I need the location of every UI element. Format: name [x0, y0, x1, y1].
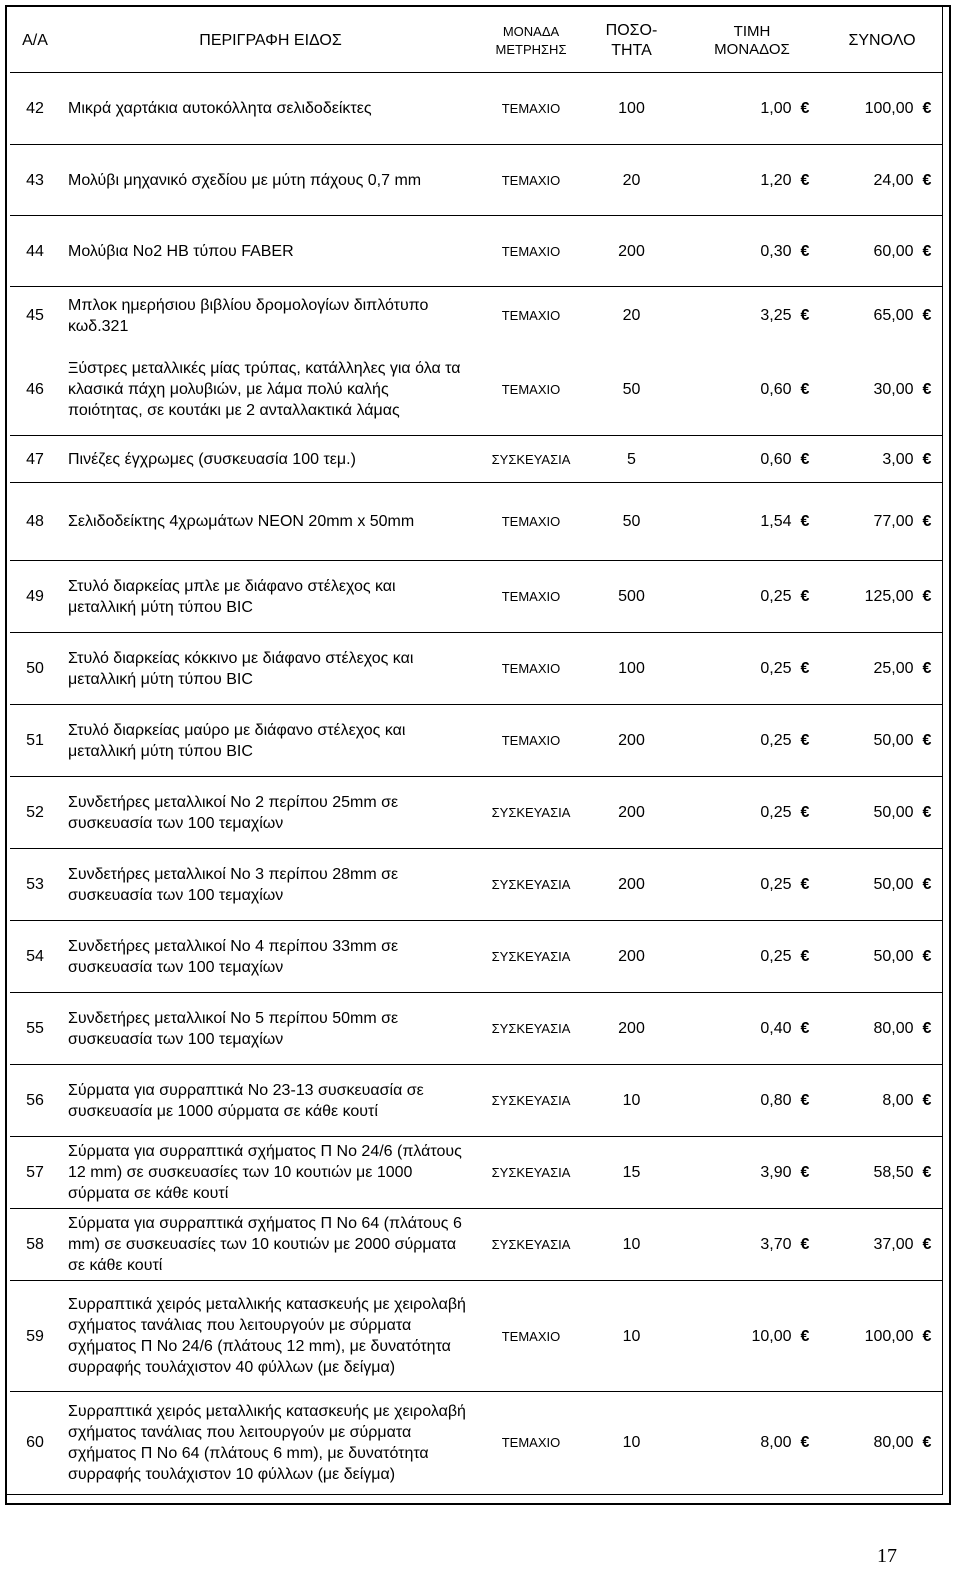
row-unit: ΣΥΣΚΕΥΑΣΙΑ: [481, 436, 581, 483]
euro-sign: €: [800, 660, 810, 677]
row-description: Στυλό διαρκείας μαύρο με διάφανο στέλεχος και μεταλλική μύτη τύπου BIC: [60, 705, 481, 777]
row-unit-price: [682, 1281, 822, 1392]
header-qty-line1: ΠΟΣΟ-: [605, 22, 658, 39]
euro-sign: €: [800, 171, 810, 189]
row-quantity: 10: [581, 1065, 682, 1137]
row-unit-price-value: 0,60: [760, 450, 792, 468]
row-unit-price: [682, 145, 822, 216]
row-description: Σύρματα για συρραπτικά σχήματος Π Νο 24/6 (πλάτους 12 mm) σε συσκευασίες των 10 κουτιών με 1000 σύρματα σε κάθε κουτί: [60, 1137, 481, 1209]
row-total-value: 50,00: [873, 732, 914, 749]
row-number: 43: [10, 145, 60, 216]
euro-sign: €: [922, 660, 932, 677]
row-unit-price: [682, 705, 822, 777]
row-unit-price-value: 0,25: [760, 660, 792, 677]
table-row: [10, 633, 942, 705]
row-unit-price: [682, 1209, 822, 1281]
row-unit-price-value: 1,54: [760, 513, 792, 530]
euro-sign: €: [922, 876, 932, 893]
euro-sign: €: [800, 513, 810, 530]
euro-sign: €: [922, 1020, 932, 1037]
row-unit-price-value: 0,25: [760, 732, 792, 749]
row-unit-price-value: 0,60: [760, 381, 792, 399]
row-unit-price-value: 1,20: [760, 171, 792, 189]
row-quantity: 100: [581, 633, 682, 705]
header-unit-line1: ΜΟΝΑΔΑ: [502, 24, 560, 39]
row-number: 56: [10, 1065, 60, 1137]
row-total-value: 77,00: [873, 513, 914, 530]
row-unit-price-value: 3,25: [760, 307, 792, 325]
row-total-value: 80,00: [873, 1434, 914, 1452]
euro-sign: €: [922, 588, 932, 605]
row-description: Μολύβι μηχανικό σχεδίου με μύτη πάχους 0,7 mm: [60, 145, 481, 216]
table-header: [10, 10, 942, 73]
row-quantity: 200: [581, 705, 682, 777]
header-unit: [481, 10, 581, 73]
row-total-value: 3,00: [882, 450, 914, 468]
table-row: [10, 1065, 942, 1137]
row-unit: ΤΕΜΑΧΙΟ: [481, 1392, 581, 1494]
row-number: 52: [10, 777, 60, 849]
row-unit-price-value: 0,30: [760, 242, 792, 260]
row-description: Συρραπτικά χειρός μεταλλικής κατασκευής με χειρολαβή σχήματος τανάλιας που λειτουργούν με σύρματα σχήματος Π Νο 64 (πλάτους 6 mm), με δυνατότητα συρραφής τουλάχιστον 10 φύλλων (με δείγμα): [60, 1392, 481, 1494]
page-number: 17: [877, 1545, 897, 1567]
euro-sign: €: [800, 242, 810, 260]
row-quantity: 50: [622, 381, 641, 399]
row-unit: ΤΕΜΑΧΙΟ: [481, 145, 581, 216]
row-unit-price: [682, 287, 822, 345]
row-total: [822, 777, 942, 849]
header-unit-line2: ΜΕΤΡΗΣΗΣ: [495, 42, 567, 57]
row-number: 57: [10, 1137, 60, 1209]
row-unit-price: [682, 849, 822, 921]
row-unit-price-value: 1,00: [760, 100, 792, 117]
row-number: 46: [26, 381, 44, 399]
euro-sign: €: [800, 948, 810, 965]
row-total-value: 37,00: [873, 1236, 914, 1253]
euro-sign: €: [922, 1164, 932, 1181]
row-unit-price-value: 0,25: [760, 948, 792, 965]
euro-sign: €: [800, 732, 810, 749]
euro-sign: €: [922, 242, 932, 260]
row-quantity: 5: [581, 436, 682, 483]
row-total: [822, 633, 942, 705]
row-number: 49: [10, 561, 60, 633]
row-total-value: 8,00: [882, 1092, 914, 1109]
row-total: [822, 1281, 942, 1392]
header-price-line1: ΤΙΜΗ: [733, 23, 771, 40]
row-total: [822, 705, 942, 777]
row-description: Συνδετήρες μεταλλικοί Νο 2 περίπου 25mm σε συσκευασία των 100 τεμαχίων: [60, 777, 481, 849]
row-description: Στυλό διαρκείας κόκκινο με διάφανο στέλεχος και μεταλλική μύτη τύπου BIC: [60, 633, 481, 705]
euro-sign: €: [800, 1434, 810, 1452]
euro-sign: €: [922, 307, 932, 325]
euro-sign: €: [800, 307, 810, 325]
euro-sign: €: [922, 804, 932, 821]
row-unit: ΤΕΜΑΧΙΟ: [501, 382, 561, 398]
row-description: Σύρματα για συρραπτικά Νο 23-13 συσκευασία σε συσκευασία με 1000 σύρματα σε κάθε κουτί: [60, 1065, 481, 1137]
row-quantity: 100: [581, 73, 682, 145]
row-unit-price-value: 10,00: [751, 1327, 792, 1345]
euro-sign: €: [922, 100, 932, 117]
table-row: [10, 345, 942, 436]
row-unit-price-value: 0,80: [760, 1092, 792, 1109]
table-row: [10, 145, 942, 216]
row-description: Συνδετήρες μεταλλικοί Νο 4 περίπου 33mm σε συσκευασία των 100 τεμαχίων: [60, 921, 481, 993]
euro-sign: €: [800, 1164, 810, 1181]
row-total: [822, 436, 942, 483]
table-row: [10, 1392, 942, 1494]
row-total: [822, 1209, 942, 1281]
euro-sign: €: [800, 1327, 810, 1345]
euro-sign: €: [922, 1434, 932, 1452]
row-total: [822, 145, 942, 216]
row-unit-price-value: 3,70: [760, 1236, 792, 1253]
row-description: Πινέζες έγχρωμες (συσκευασία 100 τεμ.): [60, 436, 481, 483]
table-row: [10, 73, 942, 145]
row-description: Μπλοκ ημερήσιου βιβλίου δρομολογίων διπλότυπο κωδ.321: [60, 287, 481, 345]
row-unit-price: [682, 1065, 822, 1137]
euro-sign: €: [922, 1092, 932, 1109]
row-unit-price-value: 0,25: [760, 588, 792, 605]
row-description: Στυλό διαρκείας μπλε με διάφανο στέλεχος και μεταλλική μύτη τύπου BIC: [60, 561, 481, 633]
row-quantity: 200: [581, 777, 682, 849]
table-row: [10, 1137, 942, 1209]
row-total-value: 100,00: [864, 100, 914, 117]
euro-sign: €: [922, 732, 932, 749]
row-quantity: 500: [581, 561, 682, 633]
row-total: [822, 73, 942, 145]
row-number: 53: [10, 849, 60, 921]
row-total-value: 24,00: [873, 171, 914, 189]
row-total-value: 50,00: [873, 804, 914, 821]
row-number: 48: [10, 483, 60, 561]
row-unit: ΣΥΣΚΕΥΑΣΙΑ: [481, 849, 581, 921]
row-total-value: 65,00: [873, 307, 914, 325]
row-number: 42: [10, 73, 60, 145]
row-unit: ΣΥΣΚΕΥΑΣΙΑ: [481, 993, 581, 1065]
row-quantity: 10: [581, 1392, 682, 1494]
euro-sign: €: [922, 948, 932, 965]
row-total: [822, 216, 942, 287]
row-quantity: 200: [581, 849, 682, 921]
row-total: [822, 1065, 942, 1137]
row-unit-price: [682, 73, 822, 145]
euro-sign: €: [922, 1327, 932, 1345]
row-unit-price: [682, 216, 822, 287]
table-row: [10, 1209, 942, 1281]
row-total-value: 30,00: [873, 381, 914, 399]
table-row: [10, 287, 942, 345]
table-row: [10, 1281, 942, 1392]
header-qty-line2: ΤΗΤΑ: [611, 42, 652, 59]
row-description: Ξύστρες μεταλλικές μίας τρύπας, κατάλληλες για όλα τα κλασικά πάχη μολυβιών, με λάμα πολύ καλής ποιότητας, σε κουτάκι με 2 ανταλλακτικά λάμας: [68, 360, 461, 420]
row-number: 51: [10, 705, 60, 777]
row-total-value: 80,00: [873, 1020, 914, 1037]
table-row: [10, 483, 942, 561]
row-total: [822, 345, 942, 436]
row-total-value: 50,00: [873, 876, 914, 893]
euro-sign: €: [800, 450, 810, 468]
row-number: 59: [10, 1281, 60, 1392]
table-row: [10, 705, 942, 777]
table-row: [10, 561, 942, 633]
euro-sign: €: [922, 513, 932, 530]
row-unit: ΣΥΣΚΕΥΑΣΙΑ: [481, 1137, 581, 1209]
row-quantity: 15: [581, 1137, 682, 1209]
row-unit-price: [682, 436, 822, 483]
row-unit: ΤΕΜΑΧΙΟ: [481, 561, 581, 633]
row-unit: ΤΕΜΑΧΙΟ: [481, 483, 581, 561]
header-price-line2: ΜΟΝΑΔΟΣ: [714, 41, 790, 58]
row-quantity: 20: [581, 145, 682, 216]
row-number: 50: [10, 633, 60, 705]
row-unit: ΣΥΣΚΕΥΑΣΙΑ: [481, 921, 581, 993]
euro-sign: €: [922, 171, 932, 189]
table-body: [10, 73, 942, 1494]
euro-sign: €: [800, 1236, 810, 1253]
row-quantity: 10: [581, 1209, 682, 1281]
row-description: Σύρματα για συρραπτικά σχήματος Π Νο 64 (πλάτους 6 mm) σε συσκευασίες των 10 κουτιών με 2000 σύρματα σε κάθε κουτί: [60, 1209, 481, 1281]
row-number: 44: [10, 216, 60, 287]
table-row: [10, 436, 942, 483]
header-price: [682, 10, 822, 73]
header-description: ΠΕΡΙΓΡΑΦΗ ΕΙΔΟΣ: [60, 10, 481, 73]
table-row: [10, 921, 942, 993]
row-quantity: 200: [581, 921, 682, 993]
row-total: [822, 561, 942, 633]
euro-sign: €: [922, 381, 932, 399]
row-unit-price: [682, 633, 822, 705]
row-total-value: 25,00: [873, 660, 914, 677]
row-total-value: 100,00: [864, 1327, 914, 1345]
euro-sign: €: [922, 450, 932, 468]
row-number: 55: [10, 993, 60, 1065]
row-total: [822, 1392, 942, 1494]
row-total: [822, 921, 942, 993]
row-quantity: 50: [581, 483, 682, 561]
euro-sign: €: [800, 381, 810, 399]
row-unit-price: [682, 1392, 822, 1494]
row-unit-price-value: 3,90: [760, 1164, 792, 1181]
row-unit: ΤΕΜΑΧΙΟ: [481, 73, 581, 145]
row-unit-price-value: 8,00: [760, 1434, 792, 1452]
items-table: [10, 10, 942, 1494]
row-total-value: 50,00: [873, 948, 914, 965]
euro-sign: €: [800, 588, 810, 605]
row-number: 47: [10, 436, 60, 483]
table-row: [10, 216, 942, 287]
row-total-value: 125,00: [864, 588, 914, 605]
table-row: [10, 993, 942, 1065]
row-total: [822, 849, 942, 921]
row-unit: ΣΥΣΚΕΥΑΣΙΑ: [481, 1065, 581, 1137]
row-unit-price: [682, 561, 822, 633]
euro-sign: €: [922, 1236, 932, 1253]
row-unit: ΤΕΜΑΧΙΟ: [481, 1281, 581, 1392]
row-description: Σελιδοδείκτης 4χρωμάτων NEON 20mm x 50mm: [60, 483, 481, 561]
row-quantity: 200: [581, 993, 682, 1065]
row-unit-price: [682, 1137, 822, 1209]
row-total-value: 60,00: [873, 242, 914, 260]
euro-sign: €: [800, 100, 810, 117]
row-number: 45: [10, 287, 60, 345]
row-unit: ΣΥΣΚΕΥΑΣΙΑ: [481, 777, 581, 849]
row-unit-price: [682, 483, 822, 561]
header-qty: [581, 10, 682, 73]
row-unit-price-value: 0,25: [760, 804, 792, 821]
row-unit: ΣΥΣΚΕΥΑΣΙΑ: [481, 1209, 581, 1281]
row-unit-price: [682, 345, 822, 436]
row-description: Συρραπτικά χειρός μεταλλικής κατασκευής με χειρολαβή σχήματος τανάλιας που λειτουργούν με σύρματα σχήματος Π Νο 24/6 (πλάτους 12 mm), με δυνατότητα συρραφής τουλάχιστον 40 φύλλων (με δείγμα): [60, 1281, 481, 1392]
row-quantity: 20: [581, 287, 682, 345]
row-unit-price: [682, 777, 822, 849]
row-description: Μολύβια Νο2 ΗΒ τύπου FABER: [60, 216, 481, 287]
row-number: 58: [10, 1209, 60, 1281]
row-unit-price: [682, 921, 822, 993]
row-total: [822, 993, 942, 1065]
row-quantity: 10: [581, 1281, 682, 1392]
row-description: Συνδετήρες μεταλλικοί Νο 5 περίπου 50mm σε συσκευασία των 100 τεμαχίων: [60, 993, 481, 1065]
euro-sign: €: [800, 1020, 810, 1037]
header-no: Α/Α: [10, 10, 60, 73]
row-number: 54: [10, 921, 60, 993]
table-row: [10, 777, 942, 849]
header-total: ΣΥΝΟΛΟ: [822, 10, 942, 73]
row-total: [822, 287, 942, 345]
row-unit-price: [682, 993, 822, 1065]
row-description: Μικρά χαρτάκια αυτοκόλλητα σελιδοδείκτες: [60, 73, 481, 145]
euro-sign: €: [800, 876, 810, 893]
row-description: Συνδετήρες μεταλλικοί Νο 3 περίπου 28mm σε συσκευασία των 100 τεμαχίων: [60, 849, 481, 921]
row-unit: ΤΕΜΑΧΙΟ: [481, 633, 581, 705]
euro-sign: €: [800, 804, 810, 821]
row-quantity: 200: [581, 216, 682, 287]
row-unit: ΤΕΜΑΧΙΟ: [481, 287, 581, 345]
row-number: 60: [10, 1392, 60, 1494]
row-unit: ΤΕΜΑΧΙΟ: [481, 216, 581, 287]
row-unit-price-value: 0,25: [760, 876, 792, 893]
table-row: [10, 849, 942, 921]
row-total: [822, 1137, 942, 1209]
row-unit-price-value: 0,40: [760, 1020, 792, 1037]
row-total: [822, 483, 942, 561]
euro-sign: €: [800, 1092, 810, 1109]
row-unit: ΤΕΜΑΧΙΟ: [481, 705, 581, 777]
row-total-value: 58,50: [873, 1164, 914, 1181]
